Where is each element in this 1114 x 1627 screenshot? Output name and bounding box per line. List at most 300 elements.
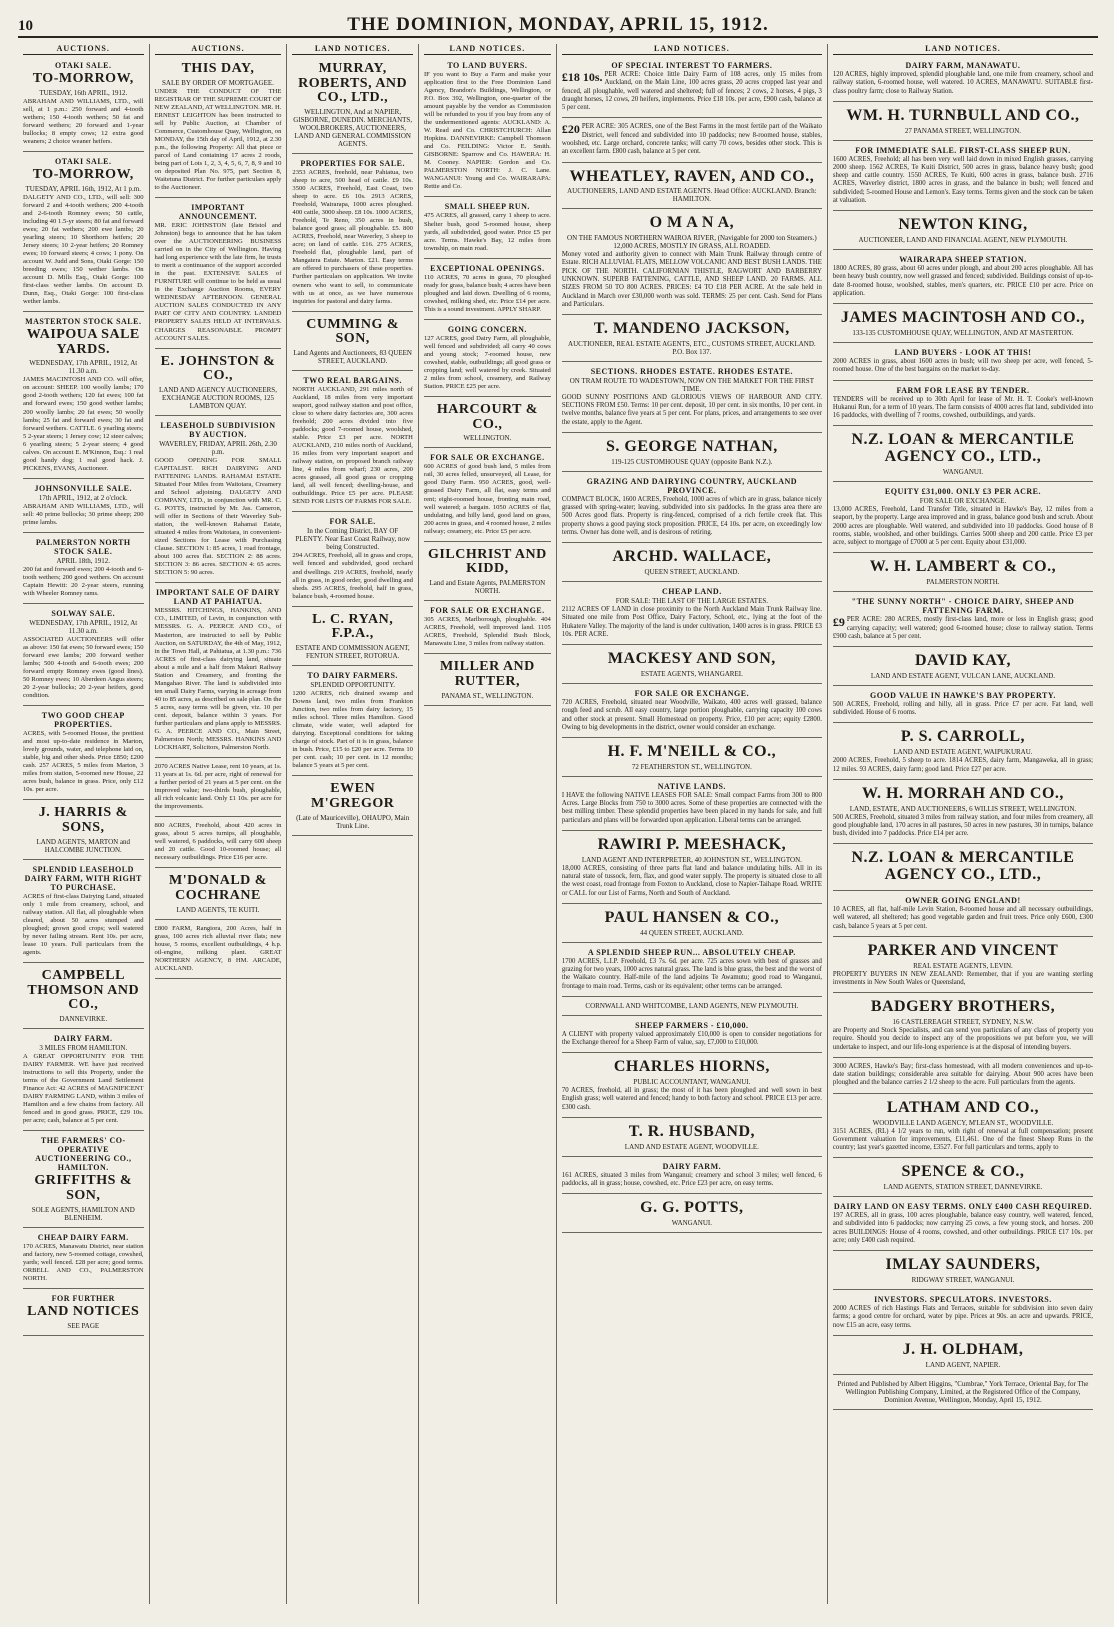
advertiser-name: TO-MORROW, [32, 166, 134, 182]
ad-heading: DAIRY FARM. [53, 1034, 113, 1044]
advertisement [155, 870, 282, 919]
ad-heading: MASTERTON STOCK SALE. [25, 317, 142, 326]
ad-subheading: Land Agents and Auctioneers, 83 QUEEN STREET, AUCKLAND. [293, 348, 412, 365]
ad-body [424, 274, 551, 314]
ad-subheading: 27 PANAMA STREET, WELLINGTON. [904, 126, 1022, 135]
ad-heading: GOING CONCERN. [447, 324, 527, 334]
ad-body-text: MR. ERIC JOHNSTON (late Bristol and Johnston) begs to announce that he has taken over the AUCTIONEERING BUSINESS carried on in the City of Wellington. Having had long experience with the late firm, he trusts to merit a continuance of the support accorded in the past. EXTENSIVE SALES of FURNITURE will continue to be held as usual in the Exchange Auction Rooms, EVERY WEDNESDAY AFTERNOON. GENERAL AUCTION SALES CONDUCTED IN ANY PART OF CITY AND COUNTRY. LANDED PROPERTY SALES HELD AT INTERVALS. CHARGES REASONABLE. PROMPT ACCOUNT SALES. [154, 222, 282, 342]
ad-subheading: AUCTIONEER, REAL ESTATE AGENTS, ETC., CUSTOMS STREET, AUCKLAND. P.O. Box 137. [568, 339, 816, 356]
ad-body-text: 3151 ACRES, (RL) 4 1/2 years to run, with right of renewal at full compensation; present Government valuation for improvements, £11,461. One of the finest Sheep Runs in the country; last year's gazetted income, £3527. For full particulars and terms, apply to [832, 1127, 1093, 1152]
advertiser-name: P. S. CARROLL, [900, 728, 1026, 746]
advertisement [424, 450, 551, 541]
ad-body [833, 757, 1093, 774]
ad-body-text: are Property and Stock Specialists, and can send you particulars of any class of property you require. Should you decide to inspect any of the propositions we put before you, we will undertake to inspect, and our life-long experience is at the disposal of intending buyers. [832, 1027, 1093, 1051]
ad-subheading: SALE BY ORDER OF MORTGAGEE. [162, 78, 274, 87]
ad-body-text: GOOD SUNNY POSITIONS AND GLORIOUS VIEWS OF HARBOUR AND CITY. SECTIONS FROM £50. Terms: 10 per cent. deposit, 10 per cent. in six months, 10 per cent. in twelve months, balance five years at 5 per cent. For plans, prices, and arrangements to see over the estate, apply to the Agent. [561, 393, 822, 426]
ad-body-text: ASSOCIATED AUCTIONEERS will offer as above: 150 fat ewes; 50 forward ewes; 150 forward ewe lambs; 200 forward wether lambs; 500 4-tooth and 6-tooth ewes; 200 forward empty Romney ewes (good lines). 50 Romney ewes; 10 Aberdeen Angus steers; 20 2-year bullocks; 20 2-year heifers, good condition. [23, 635, 144, 700]
ad-body [562, 496, 822, 537]
advertiser-name: M'DONALD & COCHRANE [169, 873, 267, 903]
advertisement [424, 322, 551, 397]
advertisement [562, 945, 822, 997]
advertiser-name: DAVID KAY, [914, 652, 1011, 670]
ad-body [155, 822, 282, 862]
ad-body [833, 265, 1093, 298]
ad-body [23, 98, 144, 146]
ad-body-text: 110 ACRES, 70 acres in grass, 70 ploughed ready for grass, balance bush; 4 acres have been ploughed and laid down. Dwelling of 6 rooms, cowshed, milking shed, etc. Price £14 per acre. This is a sound investment. APPLY SHARP. [423, 273, 551, 313]
column-1 [18, 44, 150, 1604]
ad-heading: SMALL SHEEP RUN. [444, 202, 530, 212]
ad-body-text: 2353 ACRES, freehold, near Pahiatua, two sheep to acre, 500 head of cattle. £9 10s. 3500 ACRES, Freehold, East Coast, two sheep to acre. £6 10s. 2913 ACRES, Freehold, Wairarapa, 1000 acres ploughed. 400 cattle, 3000 sheep. £8 10s. 1000 ACRES, Freehold, Te Reno, 350 acres in bush, balance good grass; all ploughable. £5. 800 ACRES, Freehold, near Waverley, 3 sheep to acre; on land of cattle. £16. 275 ACRES, Freehold flat, ploughable land, part of Mangatera Estate. Marton. £21. Easy terms are offered to purchasers of these properties. Further particulars on application. We invite owners who want to sell, to communicate with us at once, as we have numerous inquiries for pastoral and dairy farms. [292, 169, 413, 305]
ad-body-text: 120 ACRES, highly improved, splendid ploughable land, one mile from creamery, school and railway station, 6-roomed house, well watered. 10 ACRES, MANAWATU. SUITABLE first-class poultry farm; close to Railway Station. [832, 71, 1093, 95]
advertiser-name: E. JOHNSTON & CO., [160, 353, 276, 384]
advertisement [23, 1031, 144, 1131]
advertisement [155, 760, 282, 817]
advertisement [833, 782, 1093, 845]
ad-body [562, 958, 822, 991]
ad-body [833, 701, 1093, 718]
advertisement [562, 317, 822, 362]
advertisement [833, 104, 1093, 141]
ad-subheading: ON TRAM ROUTE TO WADESTOWN, NOW ON THE MARKET FOR THE FIRST TIME. [569, 376, 814, 393]
advertisement [424, 656, 551, 705]
advertisement [155, 585, 282, 758]
advertisement [23, 1291, 144, 1336]
ad-subheading: 44 QUEEN STREET, AUCKLAND. [640, 928, 744, 937]
advertiser-name: THIS DAY, [181, 61, 255, 76]
ad-body-text: TENDERS will be received up to 30th April for lease of Mr. H. T. Cooke's well-known Hukanui Run, for a term of 10 years. The farm consists of 4000 acres flat land, subdivided into 16 paddocks, with dwelling of 7 rooms, cowshed, outbuildings, and yards. [832, 395, 1093, 420]
ad-heading: NATIVE LANDS. [657, 781, 726, 791]
ad-heading: FOR FURTHER [51, 1293, 115, 1303]
ad-subheading: 3 MILES FROM HAMILTON. [39, 1044, 128, 1053]
ad-body-text: 3000 ACRES, Hawke's Bay; first-class homestead, with all modern conveniences and up-to-date station buildings; considerable area suitable for dairying. About 900 acres have been ploughed and the balance carries 2 1/2 sheep to the acre. Full particulars from the agents. [832, 1062, 1093, 1087]
ad-heading: INVESTORS. SPECULATORS. INVESTORS. [874, 1295, 1052, 1305]
column-header: LAND NOTICES. [424, 44, 551, 55]
advertisement [562, 1055, 822, 1118]
ad-body-text: COMPACT BLOCK, 1600 ACRES, Freehold, 1000 acres of which are in grass, balance nicely grassed with spring-water; leaving, subdivided into six paddocks. In the grass area there are 500 Acres good flats. Property is ring-fenced, comprised of a rich fertile creek flat. This property shows a good paying stock proposition. PRICE, £4 10s. per acre, on exceedingly low terms. Owner has done well, and is desirous of retiring. [561, 495, 822, 536]
advertiser-name: T. R. HUSBAND, [628, 1123, 755, 1141]
ad-subheading: CORNWALL AND WHITCOMBE, LAND AGENTS, NEW PLYMOUTH. [585, 1001, 799, 1010]
ad-body-text: 13,000 ACRES, Freehold, Land Transfer Title, situated in Hawke's Bay, 12 miles from a seaport, by the property. Large area improved and in grass, balance good bush and scrub. About 2000 acres are ploughable. Well watered, and subdivided into 10 paddocks. Good house of 8 rooms, stable, woolshed, and other buildings. Carries 5000 sheep and 200 cattle. Price £3 per acre, subject to mortgage of £7000 at 5 per cent. Equity about £31,000. [832, 506, 1093, 547]
advertisement [292, 156, 413, 312]
column-3 [287, 44, 419, 1604]
ad-heading: LEASEHOLD SUBDIVISION BY AUCTION. [160, 420, 276, 439]
ad-subheading: LAND AND ESTATE AGENT, WOODVILLE. [624, 1142, 759, 1151]
advertisement [833, 143, 1093, 212]
advertisement [23, 1133, 144, 1227]
ad-heading: TWO GOOD CHEAP PROPERTIES. [41, 711, 125, 730]
ad-subheading: ESTATE AGENTS, WHANGAREI. [640, 669, 743, 678]
ad-body [562, 1172, 822, 1189]
advertiser-name: HARCOURT & CO., [436, 402, 538, 432]
ad-body [424, 463, 551, 535]
ad-body-text: 305 ACRES, Marlborough, ploughable. 404 ACRES, Freehold, well improved land. 1105 ACRES, Freehold, Splendid Bush Block, Manawatu Line, 3 miles from railway station. [423, 616, 551, 648]
advertisement [833, 58, 1093, 102]
ad-heading: FOR SALE. [329, 517, 376, 527]
ad-body [155, 88, 282, 192]
ad-subheading: LAND AGENT, NAPIER. [925, 1360, 1001, 1369]
ad-subheading: APRIL 18th, 1912. [56, 556, 110, 565]
advertisement [155, 200, 282, 348]
ad-body-text: PER ACRE: 305 ACRES, one of the Best Farms in the most fertile part of the Waikato District, well fenced and subdivided into 10 paddocks; new 8-roomed house, stables, woolshed, etc. Large orchard, concrete tanks; will carry 70 cows, besides other stock. This is an excellent farm. £800 cash, balance at 5 per cent. [561, 123, 822, 156]
column-4 [419, 44, 557, 1604]
column-header: LAND NOTICES. [292, 44, 413, 55]
ad-body-text: ABRAHAM AND WILLIAMS, LTD., will sell: 40 prime bullocks; 30 prime sheep; 200 prime lambs. [23, 502, 144, 526]
advertisement [562, 906, 822, 943]
ad-subheading: WELLINGTON. [463, 434, 512, 443]
advertisement [292, 668, 413, 776]
advertiser-name: CAMPBELL THOMSON AND CO., [27, 968, 140, 1013]
advertisement [562, 435, 822, 472]
ad-subheading: LAND AGENTS, STATION STREET, DANNEVIRKE. [883, 1183, 1043, 1192]
advertisement [23, 481, 144, 533]
ad-body-text: IF you want to Buy a Farm and make your application first to the Free Dominion Land Agency, Brandon's Buildings, Wellington, or P.O. Box 392, Wellington, one-quarter of the amount payable by the vendor as Commission will be refunded to you if you buy from any of the undermentioned agents: AUCKLAND: A. W. Read and Co. CHRISTCHURCH: Allan Hopkins. DANNEVIRKE: Campbell Thomson and Co. FEILDING: Victor E. Smith. GISBORNE: Sparrow and Co. HAWERA: H. M. Cooney. NAPIER: Gordon and Co. PALMERSTON NORTH: J. C. Lane. WANGANUI: Young and Co. WAIRARAPA: Rettie and Co. [423, 71, 551, 191]
ad-body-text: 18,000 ACRES, consisting of three parts flat land and balance undulating hills. All in its natural state of tussock, fern, flax, and good water supply. The property is situated close to all the west coast, road frontage from Foxton to Auckland, close to Napier-Taihape Road. WRITE or CALL for our List of Farms, North and South of Auckland. [561, 864, 822, 897]
ad-body-text: 720 ACRES, Freehold, situated near Woodville, Waikato, 400 acres well grassed, balance rough feed and scrub. All easy country, large portion ploughable, carrying capacity 100 cows and other stock at present. Small Homestead on property. Price, £10 per acre; equity £2800. Owing to big developments in the district, owner would consider an exchange. [561, 698, 822, 731]
ad-body-text: DALGETY AND CO., LTD., will sell: 300 forward 2 and 4-tooth wethers; 200 4-tooth and 2-6-tooth Romney ewes; 50 cattle, including 40 1.5-yr steers; 80 fat and forward ewes; 20 fat wethers; 200 ewe lambs; 20 yearling steers; 10 Shorthorn heifers; 20 Jersey steers; 10 2-year heifers; 20 Romney ewes; 10 forward steers; 4 cows; 1 pony. On account W. Judd and Sons, Otaki Gorge: 150 breeding ewes; 150 wether lambs. On account D. Mills Esq., Otaki Gorge: 100 first-class wether lambs. On account D. Dunn, Esq., Otaki Gorge: 100 first-class wether lambs. [23, 193, 144, 305]
ad-body-text: 800 ACRES, Freehold, about 420 acres in grass, about 5 acres turnips, all ploughable, well watered, 6 paddocks, will carry 600 sheep and 20 cattle. Good 10-roomed house; all necessary outbuildings. Price £16 per acre. [154, 822, 282, 862]
advertisement [23, 606, 144, 706]
advertiser-name: J. H. OLDHAM, [902, 1340, 1024, 1358]
ad-body [424, 616, 551, 648]
advertisement [562, 545, 822, 582]
ad-subheading: 17th APRIL, 1912, at 2 o'clock. [38, 493, 128, 502]
ad-subheading: WAVERLEY, FRIDAY, APRIL 26th, 2.30 p.m. [159, 439, 277, 456]
column-header: AUCTIONS. [155, 44, 282, 55]
ad-heading: OF SPECIAL INTEREST TO FARMERS. [611, 61, 773, 70]
ad-body [155, 607, 282, 752]
ad-heading: PALMERSTON NORTH STOCK SALE. [35, 537, 131, 556]
advertisement [833, 995, 1093, 1058]
ad-body-text: 1200 ACRES, rich drained swamp and Downs land, two miles from Frankton Junction, two miles from dairy factory, 15 miles school. Three miles Hamilton. Good climate, wide water, well adapted for dairying. Exceptional conditions for taking charge of stock. Part of it is in grass, balance in bush. Price, £15 to £20 per acre. Terms 10 per cent. cash; 10 per cent. in 12 months; balance 5 years at 5 per cent. [292, 690, 413, 770]
ad-body [833, 616, 1093, 641]
ad-body-text: £800 FARM, Rangiora, 200 Acres, half in grass, 100 acres rich alluvial river flats; new house, 5 rooms, excellent outbuildings, 4 h.p. oil-engine, milking plant. GREAT NORTHERN AGENCY, 8 HM. ARCADE, AUCKLAND. [154, 924, 282, 972]
ad-body [155, 222, 282, 342]
ad-body-text: ABRAHAM AND WILLIAMS, LTD., will sell, at 1 p.m.: 250 forward and 4-tooth wethers; 150 4-tooth wethers; 50 fat and forward wethers; 20 forward and 1-year bullocks; 8 empty cows; 12 extra good weaners; 2 choice weaner heifers. [23, 97, 144, 145]
ad-heading: FARM FOR LEASE BY TENDER. [896, 385, 1030, 395]
page-number: 10 [18, 18, 33, 34]
ad-body [833, 358, 1093, 375]
advertisement [833, 594, 1093, 647]
ad-subheading: FOR SALE: THE LAST OF THE LARGE ESTATES. [615, 597, 768, 606]
advertiser-name: RAWIRI P. MEESHACK, [597, 835, 787, 853]
ad-subheading: RIDGWAY STREET, WANGANUI. [911, 1276, 1015, 1285]
ad-body-text: GOOD OPENING FOR SMALL CAPITALIST. RICH DAIRYING AND FATTENING LANDS. RAHAMAI ESTATE. Situated Four Miles from Waitotara, Creamery and School adjoining. DALGETY AND COMPANY, LTD., in conjunction with MR. C. G. POTTS, instructed by Mr. Jas. Cameron, will offer in Sections of their Waverley Sub-station, the well-known Rahamai Estate, situated 4 miles from Waitotara, in convenient-sized Sections for Lease with Purchasing Clause. SECTION 1: 85 acres, 1 road frontage, about 100 acres flat. SECTION 2: 88 acres. SECTION 3: 86 acres. SECTION 4: 65 acres. SECTION 5: 90 acres. [154, 456, 282, 577]
ad-heading: EQUITY £31,000. ONLY £3 PER ACRE. [884, 487, 1041, 497]
advertisement [23, 58, 144, 152]
ad-subheading: REAL ESTATE AGENTS, LEVIN. [913, 961, 1013, 970]
ad-body [833, 814, 1093, 839]
ad-heading: JOHNSONVILLE SALE. [34, 483, 132, 493]
ad-body [833, 1305, 1093, 1330]
advertiser-name: N.Z. LOAN & MERCANTILE AGENCY CO., LTD., [851, 849, 1075, 884]
advertisement [833, 213, 1093, 250]
ad-subheading: QUEEN STREET, AUCKLAND. [644, 568, 740, 577]
advertisement [23, 314, 144, 479]
ad-subheading: PUBLIC ACCOUNTANT, WANGANUI. [633, 1078, 751, 1087]
advertisement [562, 58, 822, 118]
ad-body [424, 335, 551, 391]
ad-heading: CHEAP DAIRY FARM. [37, 1232, 129, 1242]
advertisement [833, 649, 1093, 686]
ad-body [292, 169, 413, 306]
ad-subheading: In the Coming District, BAY OF PLENTY. Near East Coast Railway, now being Constructed. [295, 527, 411, 552]
advertisement [424, 399, 551, 448]
advertisement [562, 779, 822, 831]
ad-body [562, 792, 822, 825]
ad-subheading: AUCTIONEERS, LAND AND ESTATE AGENTS. Head Office: AUCKLAND. Branch: HAMILTON. [567, 187, 817, 204]
advertisement [155, 418, 282, 583]
ad-body-text: 500 ACRES, Freehold, rolling and hilly, all in grass. Price £7 per acre. Fat land, well subdivided. House of 6 rooms. [832, 700, 1093, 717]
advertisement [292, 778, 413, 835]
ad-heading: OTAKI SALE. [55, 156, 112, 166]
ad-subheading: 133-135 CUSTOMHOUSE QUAY, WELLINGTON, AND AT MASTERTON. [852, 329, 1074, 338]
advertiser-name: TO-MORROW, [32, 71, 134, 86]
advertisement [292, 373, 413, 512]
ad-heading: GRAZING AND DAIRYING COUNTRY, AUCKLAND PROVINCE. [586, 476, 798, 495]
ad-heading: EXCEPTIONAL OPENINGS. [430, 263, 545, 273]
ad-body-text: 2000 ACRES of rich Hastings Flats and Terraces, suitable for subdivision into seven dairy farms; a good centre for orchard, water by pipe. Prices at 90s. an acre and upwards. PRICE, now £15 an acre, easy terms. [832, 1305, 1093, 1329]
ad-body-text: 10 ACRES, all flat, half-mile Levin Station, 8-roomed house and all necessary outbuildings, well watered, all sheltered; has good vegetable garden and fruit trees. Price only £600, £300 cash, balance 5 years at 5 per cent. [832, 906, 1093, 930]
ad-subheading: (Late of Mauriceville), OHAUPO, Main Trunk Line. [296, 813, 410, 830]
ad-body-text: 600 ACRES of good bush land, 5 miles from rail, 30 acres felled, unsurveyed, all Lease, for good Dairy Farm. 950 ACRES, good, well-grassed Dairy Farm, all flat, easy terms and rent; eight-roomed house, fronting main road, well watered; a bargain. 1050 ACRES of flat, undulating, and hilly land, good land on grass, 200 acres in grass, and 4 roomed house, 2 miles railway; creamery, etc. Price £5 per acre. [423, 463, 551, 535]
ad-subheading: SOLE AGENTS, HAMILTON AND BLENHEIM. [31, 1205, 135, 1222]
ad-subheading: TUESDAY, 16th APRIL, 1912. [39, 88, 128, 97]
ad-subheading: ESTATE AND COMMISSION AGENT, FENTON STREET, ROTORUA. [295, 644, 410, 660]
advertisement [424, 261, 551, 320]
ad-body-text: JAMES MACINTOSH AND CO. will offer, on account: SHEEP. 100 woolly lambs; 170 good 2-tooth wethers; 120 fat ewes; 100 fat and forward ewes; 150 good wether lambs; 200 woolly lambs; 20 fat ewes; 50 woolly lambs; 25 fat and forward ewes; 30 fat and forward wethers. CATTLE. 6 yearling steers; 5 2-year steers; 1 Jersey cow; 12 steer calves; 6 yearling steers; 5 2-year steers; 4 good calves. On account E. M'Kinnon, Esq.: 1 real good handy dog; 1 real good hack. J. PICKENS, EVANS, Auctioneer. [23, 376, 144, 472]
advertisement [23, 965, 144, 1029]
advertisement [292, 58, 413, 154]
advertiser-name: BADGERY BROTHERS, [870, 998, 1056, 1016]
advertiser-name: MACKESY AND SON, [607, 650, 776, 668]
ad-body [562, 251, 822, 309]
ad-subheading: WEDNESDAY, 17th APRIL, 1912, At 11.30 a.m. [29, 618, 138, 635]
advertisement [833, 1377, 1093, 1410]
ad-body-text: 475 ACRES, all grassed, carry 1 sheep to acre. Shelter bush, good 5-roomed house, sheep yards, all subdivided, good water. Price £5 per acre. Terms. Hawke's Bay, 12 miles from township, on main road. [423, 212, 551, 252]
ad-body-text: 1700 ACRES, L.I.P. Freehold, £3 7s. 6d. per acre. 725 acres sown with best of grasses and grazing for two years, 1000 acres natural grass. The land is blue grass, the best and the worst of the Waikato country. Half-mile of the land adjoins Te Awamutu; good road to Wanganui, frontage to main road. Terms, cash or its equivalent; other terms can be arranged. [561, 957, 822, 990]
advertiser-name: PAUL HANSEN & CO., [604, 908, 780, 926]
ad-body [155, 763, 282, 811]
price-lead: £9 [832, 615, 845, 630]
ad-body [292, 690, 413, 770]
ad-subheading: WANGANUI. [671, 1219, 712, 1228]
ad-heading: SPLENDID LEASEHOLD DAIRY FARM, WITH RIGHT TO PURCHASE. [24, 864, 142, 892]
ad-body [833, 506, 1093, 547]
advertisement [292, 514, 413, 606]
advertisement [833, 1253, 1093, 1290]
ad-heading: WAIRARAPA SHEEP STATION. [899, 255, 1027, 265]
ad-heading: LAND BUYERS - LOOK AT THIS! [894, 348, 1032, 358]
advertisement [833, 1199, 1093, 1251]
advertisement [833, 1292, 1093, 1336]
ad-subheading: WELLINGTON, And at NAPIER, GISBORNE, DUNEDIN. MERCHANTS, WOOLBROKERS, AUCTIONEERS, LAND AND GENERAL COMMISSION AGENTS. [293, 108, 413, 149]
advertiser-name: GILCHRIST AND KIDD, [428, 546, 547, 577]
ad-body-text: ACRES of first-class Dairying Land, situated only 1 mile from creamery, school, and railway station. All flat, all ploughable when cleared, about 50 acres stumped and ploughed; grown good crops; well watered by never failing stream. Rent 10s. per acre, lease 10 years. Full particulars from the agents. [23, 892, 144, 957]
ad-body [562, 1087, 822, 1112]
advertisement [23, 862, 144, 963]
ad-heading: CHEAP LAND. [661, 587, 722, 597]
ad-heading: IMPORTANT SALE OF DAIRY LAND AT PAHIATUA. [156, 588, 280, 607]
advertisement [833, 688, 1093, 724]
ad-body [155, 457, 282, 577]
ad-body [23, 376, 144, 472]
advertiser-name: H. F. M'NEILL & CO., [607, 743, 777, 761]
ad-heading: SECTIONS. RHODES ESTATE. RHODES ESTATE. [590, 366, 793, 376]
ad-subheading: 72 FEATHERSTON ST., WELLINGTON. [631, 762, 752, 771]
advertiser-name: NEWTON KING, [898, 216, 1028, 234]
ad-body [562, 699, 822, 732]
advertisement [833, 383, 1093, 427]
ad-subheading: 16 CASTLEREAGH STREET, SYDNEY, N.S.W. [892, 1018, 1034, 1027]
ad-body-text: UNDER THE CONDUCT OF THE REGISTRAR OF THE SUPREME COURT OF NEW ZEALAND, AT WELLINGTON. MR. H. ERNEST LEIGHTON has been instructed to sell by Public Auction, at Chamber of Commerce, Customhouse Quay, Wellington, on MONDAY, the 15th day of April, 1912, at 2.30 p.m., the following Property: All that piece or parcel of Land containing 17 acres 2 roods, being part of Lots 1, 2, 3, 4, 5, 6, 7, 8, 9 and 10 on deposited Plan No. 975, part Section 8, Waitetuna District. For further particulars apply to the Auctioneer. [154, 87, 282, 192]
ad-body [562, 394, 822, 427]
advertiser-name: JAMES MACINTOSH AND CO., [840, 309, 1086, 327]
ad-body [562, 1031, 822, 1048]
advertiser-name: MURRAY, ROBERTS, AND CO., LTD., [298, 61, 408, 106]
ad-subheading: LAND AND ESTATE AGENT, WAIPUKURAU. [893, 748, 1033, 757]
advertisement [155, 922, 282, 979]
ad-subheading: Printed and Published by Albert Higgins, "Cumbrae," York Terrace, Oriental Bay, for The Wellington Publishing Company, Limited, at the Registered Office of the Company, Dominion Avenue, Wellington, Monday, April 15, 1912. [837, 1379, 1089, 1404]
advertisement [155, 351, 282, 416]
advertiser-name: W. H. LAMBERT & CO., [869, 558, 1057, 576]
advertisement [562, 833, 822, 904]
ad-body-text: Money voted and authority given to connect with Main Trunk Railway through centre of Estate. RICH ALLUVIAL FLATS, MELLOW VOLCANIC AND BEST BUSH LANDS. THE PICK OF THE NORTH. CALIFORNIAN THISTLE, RAGWORT AND BARBERRY UNKNOWN. SUPERB FATTENING, CATTLE, AND SHEEP LAND. 20 FARMS. ALL SIZES FROM 50 TO 800 ACRES. PRICES: £4 TO £18 PER ACRE. At the sale held in Auckland in March over £30,000 worth was sold. TERMS: 25 per cent. Cash. Send for Plans and Particulars. [561, 251, 822, 308]
ad-heading: "THE SUNNY NORTH" - CHOICE DAIRY, SHEEP AND FATTENING FARM. [851, 597, 1075, 616]
ad-body-text: PER ACRE: 280 ACRES, mostly first-class land, more or less in English grass; good carrying capacity; well watered; good 6-roomed house; close to railway station. Terms £900 cash, balance at 5 per cent. [832, 616, 1093, 640]
advertisement [833, 1338, 1093, 1375]
ad-subheading: LAND AND ESTATE AGENT, VULCAN LANE, AUCKLAND. [870, 671, 1055, 680]
ad-body [23, 1243, 144, 1283]
advertiser-name: GRIFFITHS & SON, [34, 1173, 133, 1204]
ad-body [833, 396, 1093, 421]
advertiser-name: W. H. MORRAH AND CO., [861, 784, 1064, 802]
ad-body-text: 2112 ACRES OF LAND in close proximity to the North Auckland Main Trunk Railway line. Situated one mile from Post Office, Dairy Factory, School, etc., lying at the foot of the Hukatere Valley. The majority of the land is under cultivation, 1400 acres is in grass. PRICE £3 10s. PER ACRE. [561, 606, 822, 638]
ad-body [23, 636, 144, 700]
advertisement [562, 1159, 822, 1195]
ad-subheading: Land and Estate Agents, PALMERSTON NORTH. [429, 579, 546, 596]
ad-subheading: ON THE FAMOUS NORTHERN WAIROA RIVER, (Navigable for 2000 ton Steamers.) 12,000 ACRES, MOSTLY IN GRASS, ALL ROADED. [567, 234, 817, 251]
ad-body [23, 194, 144, 306]
advertisement [562, 1018, 822, 1054]
advertiser-name: CHARLES HIORNS, [613, 1058, 770, 1076]
ad-heading: THE FARMERS' CO-OPERATIVE AUCTIONEERING CO., HAMILTON. [35, 1136, 132, 1173]
advertisement [562, 211, 822, 315]
advertiser-name: CUMMING & SON, [306, 316, 400, 347]
advertisement [833, 725, 1093, 779]
advertisement [833, 428, 1093, 482]
ad-heading: IMPORTANT ANNOUNCEMENT. [178, 203, 258, 222]
ad-body [23, 893, 144, 957]
ad-body-text: 200 fat and forward ewes; 200 4-tooth and 6-tooth wethers; 200 good wethers. On account Captain Hewitt: 20 2-year steers, running with Wheeler Romney rams. [23, 565, 144, 597]
advertiser-name: T. MANDENO JACKSON, [593, 320, 790, 338]
advertisement [562, 740, 822, 777]
ad-subheading: DANNEVIRKE. [59, 1015, 108, 1024]
advertiser-name: EWEN M'GREGOR [311, 781, 395, 811]
ad-body [424, 212, 551, 252]
advertisement [23, 535, 144, 604]
advertisement [833, 1096, 1093, 1159]
ad-body [23, 1053, 144, 1125]
advertisement [155, 819, 282, 868]
ad-body [833, 1063, 1093, 1088]
ad-heading: TWO REAL BARGAINS. [303, 375, 402, 385]
ad-body-text: 2070 ACRES Native Lease, rent 10 years, at 1s. 11 years at 1s. 6d. per acre, right of renewal for a further period of 21 years at 5 per cent. on the improved value; two-thirds bush, ploughable, all rich volcanic land. Only £1 10s. per acre for the improvements. [154, 762, 282, 811]
column-header: LAND NOTICES. [833, 44, 1093, 55]
ad-body [833, 1212, 1093, 1245]
advertisement [23, 154, 144, 312]
ad-heading: TO DAIRY FARMERS. [307, 671, 398, 680]
ad-subheading: TUESDAY, APRIL 16th, 1912, At 1 p.m. [25, 184, 141, 193]
ad-body-text: PER ACRE: Choice little Dairy Farm of 108 acres, only 15 miles from Auckland, on the Main Line, 100 acres grass, 20 acres cropped last year and fenced, all ploughable, well watered and sheltered; full of fences; 2 cows, 2 horses, 4 pigs, 3 draught horses, 12 cows, 20 heifers, implements. Price £18 10s. per acre, £900 cash, balance at 5 per cent. [561, 71, 822, 112]
ad-body-text: MESSRS. HITCHINGS, HANKINS, AND CO., LIMITED, of Levin, in conjunction with MESSRS. G. A. PEERCE AND CO., of Masterton, are instructed to sell by Public Auction, on SATURDAY, the 4th of May, 1912, in the Town Hall, at Pahiatua, at 1.30 p.m.: 736 ACRES of first-class dairying land, situate about a mile and a half from Makuri Railway Station and Creamery, and fronting the Mangahao River. The land is subdivided into ten small Dairy Farms, varying in acreage from 40 to 85 acres, as described on sale plan. On the 5 acres, easy terms will be given, viz. 10 per cent. deposit, balance within 3 years. For further particulars and plans apply to MESSRS. G. A. PEERCE AND CO., Main Street, Palmerston North; MESSRS. HANKINS AND LOCKHART, Solicitors, Palmerston North. [154, 607, 282, 751]
advertisement [562, 686, 822, 738]
advertisement [562, 165, 822, 210]
ad-subheading: AUCTIONEER, LAND AND FINANCIAL AGENT, NEW PLYMOUTH. [858, 236, 1068, 245]
ad-body [424, 71, 551, 191]
ad-body [292, 552, 413, 600]
masthead [18, 14, 1098, 38]
ad-body-text: 2000 ACRES in grass, about 1600 acres in bush; will two sheep per acre, well fenced, 5-roomed house. One of the best bargains on the market to-day. [832, 358, 1093, 374]
advertiser-name: ARCHD. WALLACE, [612, 548, 772, 566]
ad-body [833, 1128, 1093, 1153]
ad-body-text: 70 ACRES, freehold, all in grass; the most of it has been ploughed and well sown in best English grass; well watered and fenced; handy to both factory and school. PRICE £13 per acre. £300 cash. [561, 1087, 822, 1111]
ad-body-text: NORTH AUCKLAND, 291 miles north of Auckland, 18 miles from very important seaport, good railway station and post office, close to where dairy factories are, 300 acres freehold; 200 acres divided into five paddocks; good 7-roomed house, woolshed, stable. Price £3 per acre. NORTH AUCKLAND, 210 miles north of Auckland, 16 miles from very important seaport and railway station, on proposed branch railway line, 4 miles from wharf; 230 acres, 200 acres grassed, all good grass or cropping land, all well fenced; dwelling-house, and outbuildings. Price £5 per acre. PLEASE SEND FOR LISTS OF FARMS FOR SALE. [292, 385, 413, 506]
advertisement [833, 939, 1093, 993]
advertisement [833, 555, 1093, 592]
column-header: AUCTIONS. [23, 44, 144, 55]
ad-heading: FOR SALE OR EXCHANGE. [430, 606, 545, 616]
ad-body-text: 197 ACRES, all in grass, 100 acres ploughable, balance easy country, well watered, fenced, and subdivided into 6 paddocks; now carrying 25 cows, a few young stock, and horses. 200 acres BUILDINGS: House of 4 rooms, cowshed, and other outbuildings. PRICE £17 10s. per acre; only £400 cash required. [832, 1212, 1093, 1245]
advertisement [155, 58, 282, 198]
advertiser-name: WM. H. TURNBULL AND CO., [846, 106, 1080, 124]
ad-body-text: 127 ACRES, good Dairy Farm, all ploughable, well fenced and subdivided; all carry 40 cows and young stock; 7-roomed house, new cowshed, stable, outbuildings; all good grass or cropping land; well watered by creek. Situated 2 miles from school, creamery, and Railway Station. PRICE £25 per acre. [423, 334, 551, 390]
ad-body [23, 566, 144, 598]
column-2 [150, 44, 288, 1604]
advertiser-name: PARKER AND VINCENT [867, 941, 1059, 959]
ad-heading: FOR SALE OR EXCHANGE. [634, 688, 750, 698]
ad-subheading: WANGANUI. [942, 468, 984, 477]
ad-subheading: LAND AGENT AND INTERPRETER, 40 JOHNSTON ST., WELLINGTON. [581, 855, 802, 864]
advertisement [562, 364, 822, 433]
price-lead: £18 10s. [561, 70, 603, 84]
ad-subheading: LAND AND AGENCY AUCTIONEERS, EXCHANGE AUCTION ROOMS, 125 LAMBTON QUAY. [158, 385, 277, 410]
ad-body-text: I HAVE the following NATIVE LEASES FOR SALE: Small compact Farms from 300 to 800 Acres. Large Blocks from 750 to 3000 acres. Some of these properties are connected with the best milling timber. These splendid properties have been placed in my hands for sale, and full particulars and plans will be forwarded upon application. Liberal terms can be arranged. [561, 791, 822, 824]
ad-heading: OWNER GOING ENGLAND! [905, 896, 1021, 906]
advertiser-name: LATHAM AND CO., [886, 1098, 1039, 1116]
advertisement [424, 544, 551, 601]
ad-heading: DAIRY FARM, MANAWATU. [905, 61, 1021, 70]
advertiser-name: WHEATLEY, RAVEN, AND CO., [569, 167, 815, 185]
ad-heading: OTAKI SALE. [55, 61, 112, 70]
advertisement [562, 999, 822, 1016]
advertisement [292, 314, 413, 371]
advertisement [833, 252, 1093, 304]
ad-heading: A SPLENDID SHEEP RUN... ABSOLUTELY CHEAP. [587, 947, 796, 957]
columns [18, 44, 1098, 1604]
advertiser-name: MILLER AND RUTTER, [439, 659, 535, 689]
ad-heading: PROPERTIES FOR SALE. [300, 159, 405, 169]
ad-subheading: WOODVILLE LAND AGENCY, M'LEAN ST., WOODVILLE. [872, 1118, 1054, 1127]
ad-body-text: 2000 ACRES, Freehold, 5 sheep to acre. 1814 ACRES, dairy farm, Mangaweka, all in grass; 12 miles. 93 ACRES, dairy farm; good land. Price £27 per acre. [832, 757, 1093, 773]
ad-body-text: A CLIENT with property valued approximately £10,000 is open to consider negotiations for the Exchange thereof for a Sheep Farm of value, say, £7,000 to £10,000. [561, 1030, 822, 1047]
ad-body [833, 971, 1093, 988]
ad-subheading: SEE PAGE [67, 1321, 100, 1330]
ad-subheading: PANAMA ST., WELLINGTON. [441, 691, 534, 700]
ad-body-text: 161 ACRES, situated 3 miles from Wanganui; creamery and school 3 miles; well fenced, 6 paddocks, all in grass; house, cowshed, etc. Price £23 per acre, on easy terms. [561, 1171, 822, 1188]
ad-heading: SOLWAY SALE. [51, 608, 116, 618]
advertiser-name: S. GEORGE NATHAN, [605, 438, 778, 456]
advertisement [562, 1196, 822, 1233]
